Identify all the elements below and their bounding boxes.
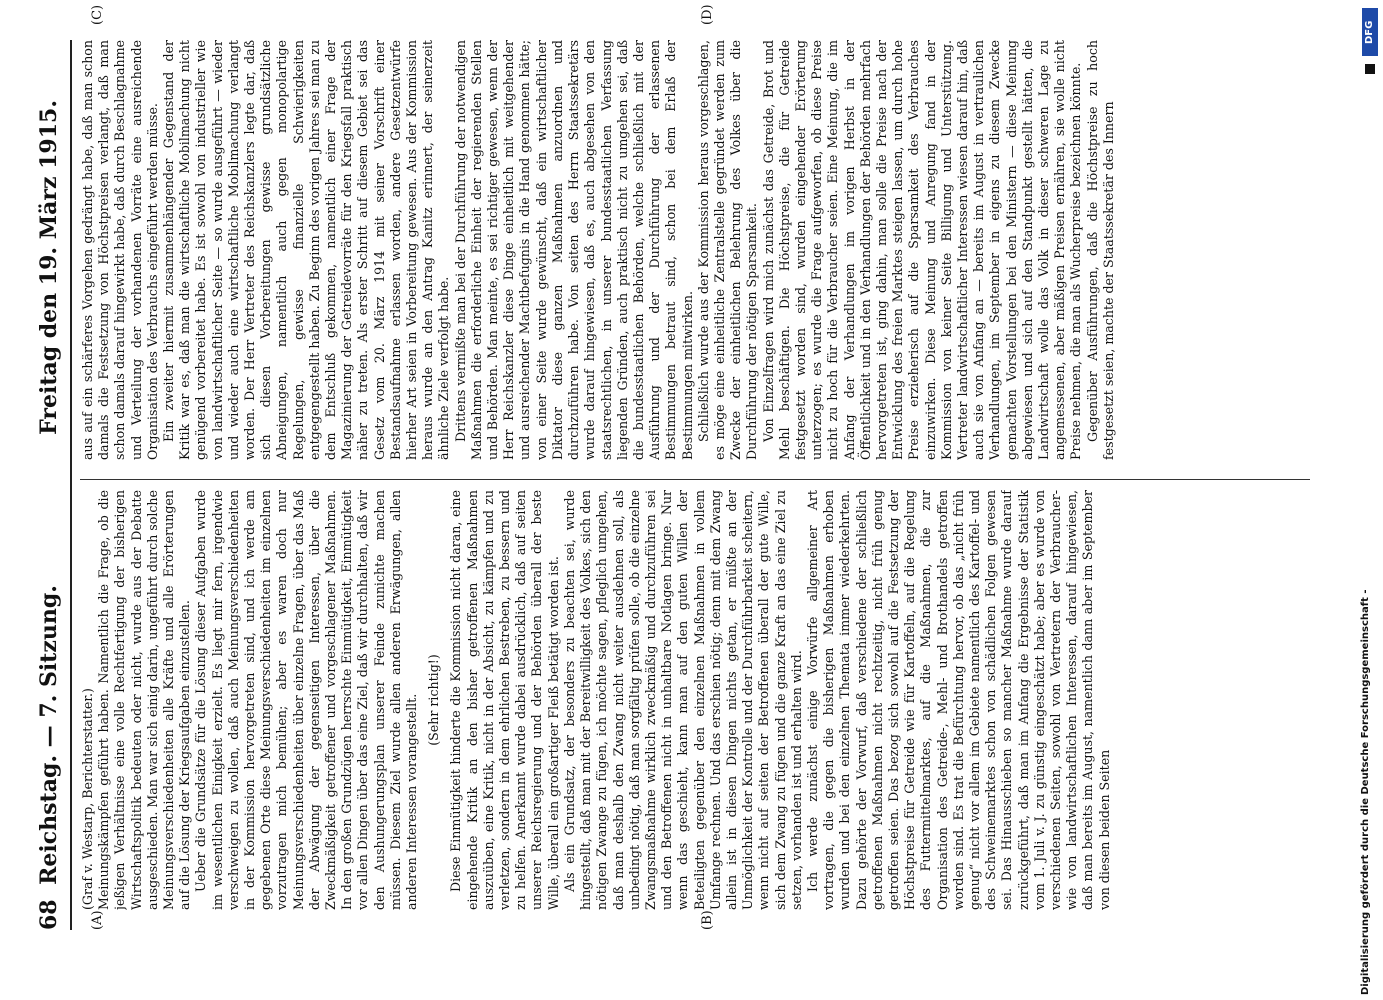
paragraph: Drittens vermißte man bei der Durchführung der notwendigen Maßnahmen die erforderliche Einheit der regierenden Stellen und Behörden. Man meinte, es sei richtiger gewesen, wenn der Herr Reichskanzler diese Dinge einheitlich mit weitgehender und ausreichender Machtbefugnis in die Hand genommen hätte; von einer Seite wurde gewünscht, daß ein wirtschaftlicher Diktator diese ganzen Maßnahmen anzuordnen und durchzuführen habe. Von seiten des Herrn Staatssekretärs wurde darauf hingewiesen, daß es, auch abgesehen von den staatsrechtlichen, in unserer bundesstaatlichen Verfassung liegenden Gründen, auch praktisch nicht zu umgehen sei, daß die bundesstaatlichen Behörden, welche schließlich mit der Ausführung und der Durchführung der erlassenen Bestimmungen betraut sind, schon bei dem Erlaß der Bestimmungen mitwirken. <box>452 40 695 460</box>
paragraph: aus auf ein schärferes Vorgehen gedrängt habe, daß man schon damals die Festsetzung von Höchstpreisen verlangt, daß man schon damals darauf hingewirkt habe, daß durch Beschlagnahme und Verteilung der vorhandenen Vorräte eine ausreichende Organisation des Verbrauchs eingeführt werden müsse. <box>80 40 160 460</box>
page-number: 68 <box>36 899 62 930</box>
margin-marker-c: (C) <box>90 4 105 25</box>
digitization-credit: Digitalisierung gefördert durch die Deutsche Forschungsgemeinschaft - <box>1360 589 1371 995</box>
paragraph: Gegenüber Ausführungen, daß die Höchstpreise zu hoch festgesetzt seien, machte der Staatssekretär des Innern <box>1084 40 1116 460</box>
margin-marker-d: (D) <box>700 4 715 25</box>
dfg-logo: DFG <box>1362 8 1378 56</box>
paragraph: Von Einzelfragen wird mich zunächst das Getreide, Brot und Mehl beschäftigen. Die Höchstpreise, die für Getreide festgesetzt worden sind, wurden eingehender Erörterung unterzogen; es wurde die Frage aufgeworfen, ob diese Preise nicht zu hoch für die Verbraucher seien. Eine Meinung, die im Anfang der Verhandlungen im vorigen Herbst in der Öffentlichkeit und in den Verhandlungen der Behörden mehrfach hervorgetreten ist, ging dahin, man solle die Preise nach der Entwicklung des freien Marktes steigen lassen, um durch hohe Preise erzieherisch auf die Sparsamkeit des Verbrauches einzuwirken. Diese Meinung und Anregung fand in der Kommission von keiner Seite Billigung und Unterstützung. Vertreter landwirtschaftlicher Interessen wiesen darauf hin, daß auch sie von Anfang an — bereits im August in vertraulichen Verhandlungen, im September in eigens zu diesem Zwecke gemachten Vorstellungen bei den Ministern — diese Meinung abgewiesen und sich auf den Standpunkt gestellt hätten, die Landwirtschaft wolle das Volk in dieser schweren Lage zu angemessenen, aber mäßigen Preisen ernähren, sie wolle nicht Preise nehmen, die man als Wucherpreise bezeichnen könnte. <box>760 40 1084 460</box>
session-title: Reichstag. — 7. Sitzung. <box>36 585 62 885</box>
paragraph: Ein zweiter hiermit zusammenhängender Gegenstand der Kritik war es, daß man die wirtschaftliche Mobilmachung nicht genügend vorbereitet habe. Es ist sowohl von industrieller wie von landwirtschaftlicher Seite — so wurde ausgeführt — wieder und wieder auch eine wirtschaftliche Mobilmachung verlangt worden. Der Herr Vertreter des Reichskanzlers legte dar, daß sich diesen Vorbereitungen gewisse grundsätzliche Abneigungen, namentlich auch gegen monopolartige Regelungen, gewisse finanzielle Schwierigkeiten entgegengestellt haben. Zu Beginn des vorigen Jahres sei man zu dem Entschluß gekommen, namentlich einer Frage der Magazinierung der Getreidevorräte für den Kriegsfall praktisch näher zu treten. Als erster Schritt auf diesem Gebiet sei das Gesetz vom 20. März 1914 mit seiner Vorschrift einer Bestandsaufnahme erlassen worden, andere Gesetzentwürfe hierher Art seien in Vorbereitung gewesen. Aus der Kommission heraus wurde an den Antrag Kanitz erinnert, der seinerzeit ähnliche Ziele verfolgt habe. <box>161 40 452 460</box>
session-date: Freitag den 19. März 1915. <box>36 100 62 435</box>
speaker-line: (Graf v. Westarp, Berichterstatter.) <box>80 688 95 910</box>
header-rule <box>70 40 72 930</box>
paragraph: Diese Einmütigkeit hinderte die Kommission nicht daran, eine eingehende Kritik an den bisher getroffenen Maßnahmen auszuüben, eine Kritik, nicht in der Absicht, zu kämpfen und zu verletzen, sondern in dem ehrlichen Bestreben, zu bessern und zu helfen. Anerkannt wurde dabei ausdrücklich, daß auf seiten unserer Reichsregierung und der Behörden überall der beste Wille, überall ein großartiger Fleiß betätigt worden ist. <box>448 490 561 910</box>
column-divider <box>80 479 1310 480</box>
left-column <box>80 490 1300 910</box>
margin-marker-b: (B) <box>700 910 715 930</box>
paragraph: Schließlich wurde aus der Kommission heraus vorgeschlagen, es möge eine einheitliche Zentralstelle gegründet werden zum Zwecke der einheitlichen Belehrung des Volkes über die Durchführung der nötigen Sparsamkeit. <box>695 40 760 460</box>
page-header <box>36 40 68 930</box>
paragraph: Als ein Grundsatz, der besonders zu beachten sei, wurde hingestellt, daß man mit der Bereitwilligkeit des Volkes, sich den nötigen Zwange zu fügen, ich möchte sagen, pfleglich umgehen, daß man deshalb den Zwang nicht weiter ausdehnen soll, als unbedingt nötig, daß man sorgfältig prüfen solle, ob die einzelne Zwangsmaßnahme wirklich zweckmäßig und durchzuführen sei und den Betroffenen nicht in unhaltbare Notlagen bringe. Nur wenn das geschieht, kann man auf den guten Willen der Beteiligten gegenüber den einzelnen Maßnahmen in vollem Umfange rechnen. Und das erschien nötig; denn mit dem Zwang allein ist in diesen Dingen nichts getan, er müßte an der Unmöglichkeit der Kontrolle und der Durchführbarkeit scheitern, wenn nicht auf seiten der Betroffenen überall der gute Wille, sich dem Zwang zu fügen und die ganze Kraft an das eine Ziel zu setzen, vorhanden ist und erhalten wird. <box>561 490 804 910</box>
right-column <box>80 40 1300 460</box>
paragraph: Ueber die Grundsätze für die Lösung dieser Aufgaben wurde im wesentlichen Einigkeit erzielt. Es liegt mir fern, irgendwie verschweigen zu wollen, daß auch Meinungsverschiedenheiten in der Kommission hervorgetreten sind, und ich werde am gegebenen Orte diese Meinungsverschiedenheiten im einzelnen vorzutragen mich bemühen; aber es waren doch nur Meinungsverschiedenheiten über einzelne Fragen, über das Maß der Abwägung der gegenseitigen Interessen, über die Zweckmäßigkeit getroffener und vorgeschlagener Maßnahmen. In den großen Grundzügen herrschte Einmütigkeit, Einmütigkeit vor allen Dingen über das eine Ziel, daß wir durchhalten, daß wir den Aushungerungsplan unserer Feinde zunichte machen müssen. Diesem Ziel wurde allen anderen Erwägungen, allen anderen Interessen vorangestellt. <box>193 490 420 910</box>
margin-marker-a: (A) <box>90 910 105 930</box>
paragraph: Ich werde zunächst einige Vorwürfe allgemeiner Art vortragen, die gegen die bisherigen Maßnahmen erhoben wurden und bei den einzelnen Themata immer wiederkehrten. Dazu gehörte der Vorwurf, daß verschiedene der schließlich getroffenen Maßnahmen nicht rechtzeitig, nicht früh genug getroffen seien. Das bezog sich sowohl auf die Festsetzung der Höchstpreise für Getreide wie für Kartoffeln, auf die Regelung des Futtermittelmarktes, auf die Maßnahmen, die zur Organisation des Getreide-, Mehl- und Brothandels getroffen worden sind. Es trat die Befürchtung hervor, ob das „nicht früh genug“ nicht vor allem im Gebiete namentlich des Kartoffel- und des Schweinemarktes schon von schädlichen Folgen gewesen sei. Das Hinausschieben so mancher Maßnahme wurde darauf zurückgeführt, daß man im Anfang die Ergebnisse der Statistik vom 1. Juli v. J. zu günstig eingeschätzt habe; aber es wurde von verschiedenen Seiten, sowohl von Vertretern der Verbraucher- wie von landwirtschaftlichen Interessen, darauf hingewiesen, daß man bereits im August, namentlich dann aber im September von diesen beiden Seiten <box>804 490 1112 910</box>
paragraph: Meinungskämpfen geführt haben. Namentlich die Frage, ob die jeßigen Verhältnisse eine volle Rechtfertigung der bisherigen Wirtschaftspolitik bedeuten oder nicht, wurde aus der Debatte ausgeschieden. Man war sich einig darin, ungeführt durch solche Meinungsverschiedenheiten alle Kräfte und alle Erörterungen auf die Lösung der Kriegsaufgaben einzustellen. <box>96 490 193 910</box>
interjection: (Sehr richtig!) <box>426 654 442 746</box>
